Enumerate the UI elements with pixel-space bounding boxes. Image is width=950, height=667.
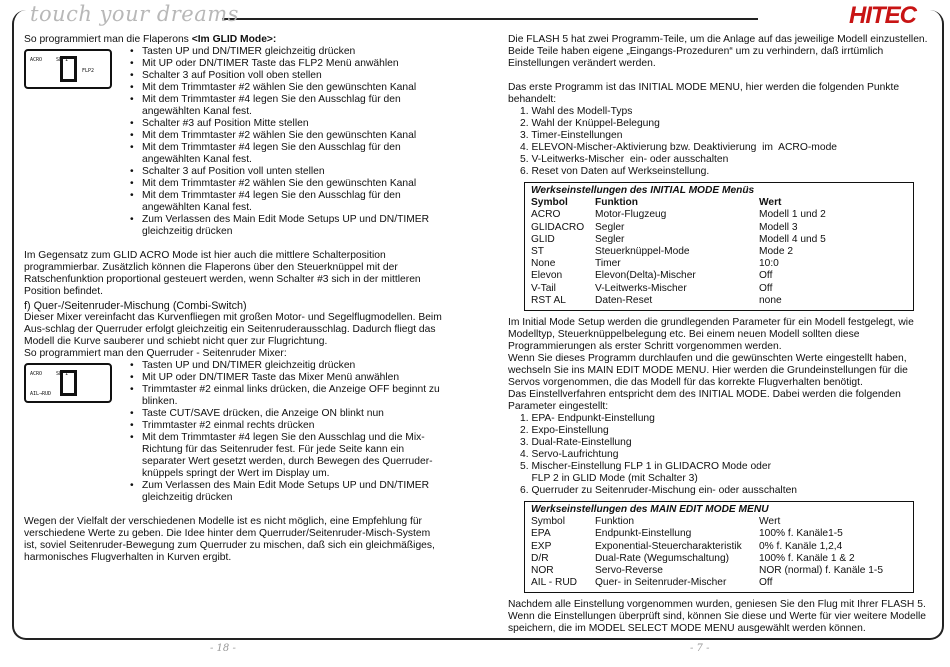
page-number-left: - 18 -	[210, 643, 236, 654]
step-item: • Mit UP oder DN/TIMER Taste das Mixer Menü anwählen	[130, 372, 444, 384]
initial-mode-list	[508, 106, 930, 178]
table-cell: Dual-Rate (Wegumschaltung)	[595, 552, 730, 564]
step-item: • Mit dem Trimmtaster #2 wählen Sie den gewünschten Kanal	[130, 130, 444, 142]
flash5-intro: Die FLASH 5 hat zwei Programm-Teile, um die Anlage auf das jeweilige Modell einzustellen. Beide Teile haben eigene „Eingangs-Prozeduren“ um zu verhindern, daß irrtümlich Einstellungen verändert werden.	[508, 34, 928, 69]
step-item: • Mit dem Trimmtaster #2 wählen Sie den gewünschten Kanal	[130, 82, 444, 94]
table-cell: Timer	[595, 258, 621, 270]
table-cell: 100% f. Kanäle 1 & 2	[759, 552, 855, 564]
table-cell: AIL - RUD	[531, 577, 578, 589]
list-item: 3. Timer-Einstellungen	[520, 130, 623, 141]
table-row	[531, 246, 907, 258]
left-column	[24, 34, 444, 564]
right-column	[508, 34, 930, 635]
step-item: • Trimmtaster #2 einmal rechts drücken	[130, 420, 444, 432]
step-item: • Mit dem Trimmtaster #4 legen Sie den Ausschlag für den angewählten Kanal fest.	[130, 190, 444, 214]
mixer-steps	[130, 360, 444, 504]
list-item: 1. Wahl des Modell-Typs	[520, 106, 633, 117]
column-header: Symbol	[531, 516, 565, 528]
table-cell: GLIDACRO	[531, 221, 585, 233]
list-item: 2. Wahl der Knüppel-Belegung	[520, 118, 660, 129]
lcd-mode: ACRO	[30, 371, 43, 377]
step-item: • Trimmtaster #2 einmal links drücken, die Anzeige OFF beginnt zu blinken.	[130, 384, 444, 408]
initial-setup-paragraph: Im Initial Mode Setup werden die grundlegenden Parameter für ein Modell festgelegt, wie Modelltyp, Steuerknüppelbelegung etc. Bei einem neuen Modell sollten diese Programmierungen als erster Schritt vorgenommen werden.	[508, 317, 914, 353]
main-edit-paragraph: Wenn Sie dieses Programm durchlaufen und die gewünschten Werte eingestellt haben, wechseln Sie ins MAIN EDIT MODE MENU. Hier werden die Grundeinstellungen für die Servos vorgenommen, die das Modell für das korrekte Flugverhalten benötigt.	[508, 353, 908, 389]
table-cell: RST AL	[531, 294, 566, 306]
step-item: • Schalter 3 auf Position voll oben stellen	[130, 70, 444, 82]
brand-slogan: touch your dreams	[30, 2, 239, 26]
step-item: • Mit dem Trimmtaster #4 legen Sie den Ausschlag für den angewählten Kanal fest.	[130, 94, 444, 118]
table-cell: EXP	[531, 540, 552, 552]
step-item: • Schalter 3 auf Position voll unten stellen	[130, 166, 444, 178]
table-cell: Modell 4 und 5	[759, 233, 826, 245]
table-row	[531, 209, 907, 221]
table-cell: Steuerknüppel-Mode	[595, 246, 690, 258]
flaperon-steps	[130, 46, 444, 238]
mode-emphasis: <Im GLID Mode>:	[191, 34, 277, 45]
table-cell: Daten-Reset	[595, 294, 653, 306]
list-item: 5. Mischer-Einstellung FLP 1 in GLIDACRO Mode oder	[520, 461, 772, 473]
procedure-paragraph: Das Einstellverfahren entspricht dem des INITIAL MODE. Dabei werden die folgenden Parameter eingestellt:	[508, 389, 901, 413]
table-cell: Mode 2	[759, 246, 793, 258]
glid-paragraph: Im Gegensatz zum GLID ACRO Mode ist hier auch die mittlere Schalterposition programmierbar. Zusätzlich können die Flaperons über den Steuerknüppel mit der Ratschenfunktion proportional gesteuert werden, wenn Schalter #3 sich in der mittleren Position befindet.	[24, 250, 421, 297]
table-row	[531, 528, 907, 540]
table-row	[531, 258, 907, 270]
variety-paragraph: Wegen der Vielfalt der verschiedenen Modelle ist es nicht möglich, eine Empfehlung für verschiedene Werte zu geben. Die Idee hinter dem Querruder/Seitenruder-Misch-System ist, soviel Seitenruder-Bewegung zum Querruder zu mischen, daß sich ein gleichmäßiges, harmonisches Flugverhalten in Kurven ergibt.	[24, 516, 435, 563]
table-cell: Servo-Reverse	[595, 565, 663, 577]
flaperon-intro	[24, 34, 444, 46]
step-item: • Zum Verlassen des Main Edit Mode Setups UP und DN/TIMER gleichzeitig drücken	[130, 480, 444, 504]
lcd-digit	[60, 370, 77, 396]
initial-mode-intro: Das erste Programm ist das INITIAL MODE MENU, hier werden die folgenden Punkte behandelt:	[508, 82, 900, 105]
lcd-display-mixer	[24, 363, 112, 403]
mixer-description: Dieser Mixer vereinfacht das Kurvenfliegen mit großen Motor- und Segelflugmodellen. Beim Aus-schlag der Querruder erfolgt gleichzeitig ein Seitenruderausschlag. Dadurch fliegt das Modell die Kurve sauberer und schiebt nicht quer zur Flugrichtung.	[24, 312, 442, 347]
header-rule	[222, 18, 758, 20]
table-cell: Endpunkt-Einstellung	[595, 528, 692, 540]
step-item: • Tasten UP und DN/TIMER gleichzeitig drücken	[130, 360, 444, 372]
table-cell: ST	[531, 246, 545, 258]
lcd-tag: FLP2	[82, 68, 95, 74]
table-cell: Motor-Flugzeug	[595, 209, 667, 221]
list-item: 4. Servo-Laufrichtung	[520, 449, 619, 461]
table-cell: Modell 3	[759, 221, 798, 233]
table-cell: V-Leitwerks-Mischer	[595, 282, 687, 294]
table-cell: Elevon	[531, 270, 563, 282]
step-item: • Tasten UP und DN/TIMER gleichzeitig drücken	[130, 46, 444, 58]
lcd-digit	[60, 56, 77, 82]
table-cell: Modell 1 und 2	[759, 209, 826, 221]
table-cell: GLID	[531, 233, 555, 245]
column-header: Funktion	[595, 197, 639, 209]
column-header: Funktion	[595, 516, 635, 528]
table-cell: Exponential-Steuercharakteristik	[595, 540, 742, 552]
table-cell: NOR	[531, 565, 554, 577]
table-cell: Segler	[595, 233, 625, 245]
step-item: • Mit dem Trimmtaster #4 legen Sie den Ausschlag für den angewählten Kanal fest.	[130, 142, 444, 166]
table-row	[531, 283, 907, 295]
table-row	[531, 295, 907, 307]
table-row	[531, 222, 907, 234]
table-cell: None	[531, 258, 556, 270]
column-header: Symbol	[531, 197, 568, 209]
table-cell: Quer- in Seitenruder-Mischer	[595, 577, 727, 589]
table-cell: 100% f. Kanäle1-5	[759, 528, 843, 540]
list-item: 1. EPA- Endpunkt-Einstellung	[520, 413, 655, 425]
lcd-switch: SW 1	[56, 371, 69, 377]
list-item: 3. Dual-Rate-Einstellung	[520, 437, 632, 449]
list-item: 6. Reset von Daten auf Werkseinstellung.	[520, 166, 710, 177]
table-cell: 0% f. Kanäle 1,2,4	[759, 540, 843, 552]
mixer-intro: So programmiert man den Querruder - Seitenruder Mixer:	[24, 348, 287, 359]
table-cell: NOR (normal) f. Kanäle 1-5	[759, 565, 883, 577]
table-cell: V-Tail	[531, 282, 556, 294]
table-cell: D/R	[531, 552, 549, 564]
table-cell: Off	[759, 577, 773, 589]
list-item: 6. Querruder zu Seitenruder-Mischung ein- oder ausschalten	[520, 485, 798, 497]
table-row	[531, 270, 907, 282]
table-cell: Elevon(Delta)-Mischer	[595, 270, 696, 282]
table-cell: Off	[759, 282, 773, 294]
step-item: • Schalter #3 auf Position Mitte stellen	[130, 118, 444, 130]
step-item: • Zum Verlassen des Main Edit Mode Setups UP und DN/TIMER gleichzeitig drücken	[130, 214, 444, 238]
table-cell: Segler	[595, 221, 625, 233]
lcd-switch: SW 1	[56, 57, 69, 63]
step-item: • Mit UP oder DN/TIMER Taste das FLP2 Menü anwählen	[130, 58, 444, 70]
table-row	[531, 234, 907, 246]
lcd-mix-label: AIL→RUD	[30, 391, 52, 397]
table-caption: Werkseinstellungen des INITIAL MODE Menüs	[531, 185, 755, 196]
table-cell: ACRO	[531, 209, 561, 221]
lcd-mode: ACRO	[30, 57, 43, 63]
step-item: • Taste CUT/SAVE drücken, die Anzeige ON blinkt nun	[130, 408, 444, 420]
page-number-right: - 7 -	[690, 643, 710, 654]
closing-paragraph: Nachdem alle Einstellung vorgenommen wurden, geniesen Sie den Flug mit Ihrer FLASH 5. Wenn die Einstellungen überprüft sind, können Sie diese und Werte für vier weitere Modelle speichern, die im MODEL SELECT MODE MENU ausgewählt werden können.	[508, 599, 927, 635]
table-caption: Werkseinstellungen des MAIN EDIT MODE MENU	[531, 504, 769, 516]
main-edit-table	[524, 501, 914, 593]
main-edit-list	[508, 413, 930, 497]
step-item: • Mit dem Trimmtaster #2 wählen Sie den gewünschten Kanal	[130, 178, 444, 190]
list-item: 4. ELEVON-Mischer-Aktivierung bzw. Deaktivierung im ACRO-mode	[520, 142, 838, 153]
flaperon-intro-text: So programmiert man die Flaperons <Im GLID Mode>:	[24, 34, 277, 45]
column-header: Wert	[759, 197, 782, 209]
brand-logo: HITEC	[849, 2, 916, 29]
table-row	[531, 541, 907, 553]
column-header: Wert	[759, 516, 781, 528]
list-item: 2. Expo-Einstellung	[520, 425, 609, 437]
initial-mode-table	[524, 182, 914, 311]
section-f-heading: f) Quer-/Seitenruder-Mischung (Combi-Switch)	[24, 300, 247, 312]
table-row	[531, 553, 907, 565]
table-cell: EPA	[531, 528, 551, 540]
table-cell: none	[759, 294, 782, 306]
lcd-display-flp2	[24, 49, 112, 89]
step-item: • Mit dem Trimmtaster #4 legen Sie den Ausschlag und die Mix-Richtung für das Seitenruder fest. Für jede Seite kann ein separater Wert gesetzt werden, durch Bewegen des Querruder-knüppels springt der Wert im Display um.	[130, 432, 444, 480]
list-item: 5. V-Leitwerks-Mischer ein- oder ausschalten	[520, 154, 729, 165]
table-row	[531, 577, 907, 589]
table-cell: Off	[759, 270, 773, 282]
table-row	[531, 565, 907, 577]
list-item: FLP 2 in GLID Mode (mit Schalter 3)	[520, 473, 698, 485]
table-cell: 10:0	[759, 258, 779, 270]
